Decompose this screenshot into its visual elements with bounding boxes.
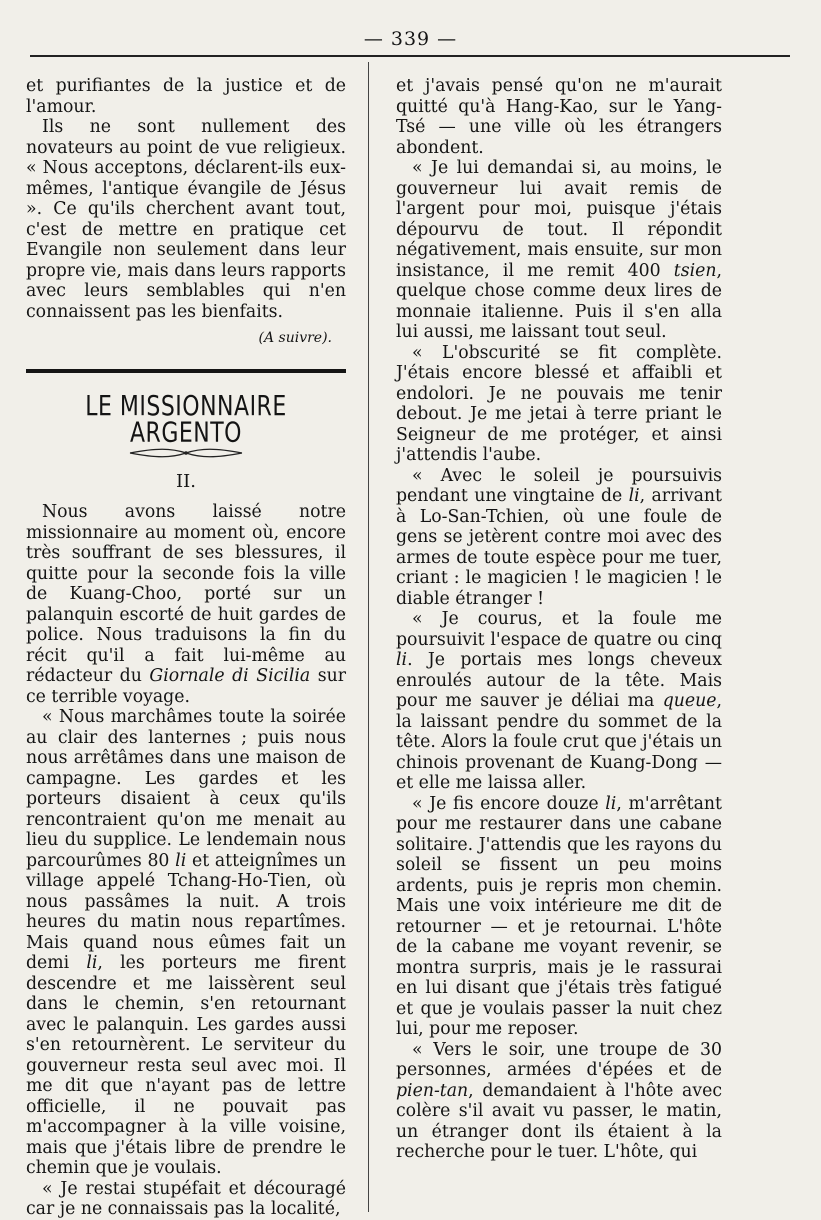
- paragraph: « Avec le soleil je poursuivis pendant une vingtaine de li, arrivant à Lo-San-Tchien, où une foule de gens se jetèrent contre moi avec des armes de toute espèce pour me tuer, criant : le magicien ! le magicien ! le diable étranger !: [396, 465, 722, 609]
- page-number: — 339 —: [363, 28, 458, 50]
- left-column: [26, 76, 346, 1220]
- paragraph: « L'obscurité se fit complète. J'étais encore blessé et affaibli et endolori. Je ne pouvais me tenir debout. Je me jetai à terre priant le Seigneur de me protéger, et ainsi j'attendis l'aube.: [396, 342, 722, 465]
- paragraph: « Je lui demandai si, au moins, le gouverneur lui avait remis de l'argent pour moi, puisque j'étais dépourvu de tout. Il répondit négativement, mais ensuite, sur mon insistance, il me remit 400 tsien, quelque chose comme deux lires de monnaie italienne. Puis il s'en alla lui aussi, me laissant tout seul.: [396, 158, 722, 342]
- paragraph: Nous avons laissé notre missionnaire au moment où, encore très souffrant de ses blessures, il quitte pour la seconde fois la ville de Kuang-Choo, porté sur un palanquin escorté de huit gardes de police. Nous traduisons la fin du récit qu'il a fait lui-même au rédacteur du Giornale di Sicilia sur ce terrible voyage.: [26, 502, 346, 707]
- paragraph: « Vers le soir, une troupe de 30 personnes, armées d'épées et de pien-tan, demandaient à l'hôte avec colère s'il avait vu passer, le matin, un étranger dont ils étaient à la recherche pour le tuer. L'hôte, qui: [396, 1039, 722, 1162]
- paragraph: « Je courus, et la foule me poursuivit l'espace de quatre ou cinq li. Je portais mes longs cheveux enroulés autour de la tête. Mais pour me sauver je déliai ma queue, la laissant pendre du sommet de la tête. Alors la foule crut que j'étais un chinois provenant de Kuang-Dong — et elle me laissa aller.: [396, 609, 723, 793]
- paragraph: Ils ne sont nullement des novateurs au point de vue religieux. « Nous acceptons, déclarent-ils eux-mêmes, l'antique évangile de Jésus ». Ce qu'ils cherchent avant tout, c'est de mettre en pratique cet Evangile non seulement dans leur propre vie, mais dans leurs rapports avec leurs semblables qui n'en connaissent pas les bienfaits.: [26, 117, 346, 322]
- section-number: II.: [176, 470, 196, 492]
- paragraph: « Je restai stupéfait et découragé car je ne connaissais pas la localité,: [26, 1178, 346, 1219]
- article-separator: [26, 369, 346, 373]
- paragraph: et purifiantes de la justice et de l'amour.: [26, 76, 346, 117]
- paragraph: et j'avais pensé qu'on ne m'aurait quitté qu'à Hang-Kao, sur le Yang-Tsé — une ville où les étrangers abondent.: [396, 76, 722, 158]
- paragraph: « Nous marchâmes toute la soirée au clair des lanternes ; puis nous nous arrêtâmes dans une maison de campagne. Les gardes et les porteurs disaient à ceux qu'ils rencontraient qu'on me menait au lieu du supplice. Le lendemain nous parcourûmes 80 li et atteignîmes un village appelé Tchang-Ho-Tien, où nous passâmes la nuit. A trois heures du matin nous repartîmes. Mais quand nous eûmes fait un demi li, les porteurs me firent descendre et me laissèrent seul dans le chemin, s'en retournant avec le palanquin. Les gardes aussi s'en retournèrent. Le serviteur du gouverneur resta seul avec moi. Il me dit que n'ayant pas de lettre officielle, il ne pouvait pas m'accompagner à la ville voisine, mais que j'étais libre de prendre le chemin que je voulais.: [26, 707, 346, 1178]
- column-divider: [368, 62, 369, 1212]
- header-rule: [30, 55, 790, 57]
- article-title: LE MISSIONNAIRE ARGENTO: [85, 390, 287, 448]
- paragraph: « Je fis encore douze li, m'arrêtant pour me restaurer dans une cabane solitaire. J'attendis que les rayons du soleil se fissent un peu moins ardents, puis je repris mon chemin. Mais une voix intérieure me dit de retourner — et je retournai. L'hôte de la cabane me voyant revenir, se montra surpris, mais je le rassurai en lui disant que j'étais très fatigué et que je voulais passer la nuit chez lui, pour me reposer.: [396, 793, 722, 1039]
- to-be-continued: (A suivre).: [258, 330, 332, 346]
- right-column: [396, 76, 722, 1163]
